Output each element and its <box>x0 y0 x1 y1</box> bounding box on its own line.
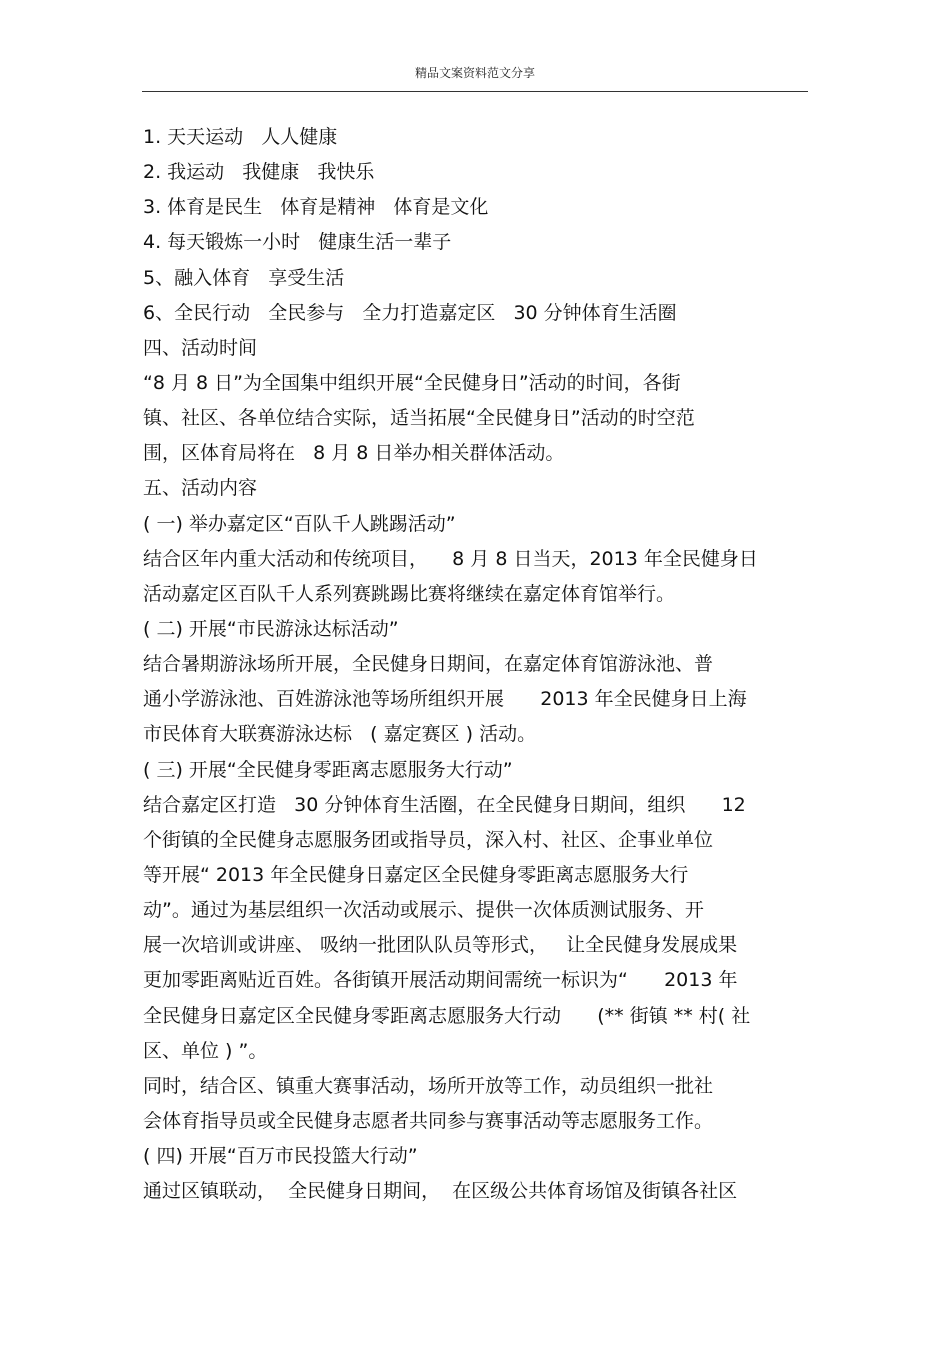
header-divider <box>142 91 808 92</box>
text-line: 同时，结合区、镇重大赛事活动，场所开放等工作，动员组织一批社 <box>143 1074 714 1097</box>
text-line: 镇、社区、各单位结合实际，适当拓展“全民健身日”活动的时空范 <box>143 407 695 430</box>
text-line: 等开展“ 2013 年全民健身日嘉定区全民健身零距离志愿服务大行 <box>143 863 689 886</box>
text-line: 会体育指导员或全民健身志愿者共同参与赛事活动等志愿服务工作。 <box>143 1109 714 1132</box>
text-line: 展一次培训或讲座、 吸纳一批团队队员等形式， 让全民健身发展成果 <box>143 934 738 957</box>
text-line: “8 月 8 日”为全国集中组织开展“全民健身日”活动的时间，各街 <box>143 371 681 394</box>
text-line: 围，区体育局将在 8 月 8 日举办相关群体活动。 <box>143 442 565 465</box>
text-line: 区、单位 ) ”。 <box>143 1039 268 1062</box>
text-line: 6、全民行动 全民参与 全力打造嘉定区 30 分钟体育生活圈 <box>143 301 677 324</box>
subsection-heading: ( 四) 开展“百万市民投篮大行动” <box>143 1145 418 1168</box>
text-line: 通过区镇联动， 全民健身日期间， 在区级公共体育场馆及街镇各社区 <box>143 1180 738 1203</box>
text-line: 通小学游泳池、百姓游泳池等场所组织开展 2013 年全民健身日上海 <box>143 688 747 711</box>
text-line: 个街镇的全民健身志愿服务团或指导员，深入村、社区、企事业单位 <box>143 828 714 851</box>
text-line: 动”。通过为基层组织一次活动或展示、提供一次体质测试服务、开 <box>143 899 704 922</box>
subsection-heading: ( 三) 开展“全民健身零距离志愿服务大行动” <box>143 758 513 781</box>
text-line: 活动嘉定区百队千人系列赛跳踢比赛将继续在嘉定体育馆举行。 <box>143 582 676 605</box>
section-heading: 五、活动内容 <box>143 477 258 500</box>
text-line: 全民健身日嘉定区全民健身零距离志愿服务大行动 (** 街镇 ** 村( 社 <box>143 1004 751 1027</box>
subsection-heading: ( 一) 举办嘉定区“百队千人跳踢活动” <box>143 512 456 535</box>
text-line: 4. 每天锻炼一小时 健康生活一辈子 <box>143 231 452 254</box>
text-line: 结合暑期游泳场所开展，全民健身日期间，在嘉定体育馆游泳池、普 <box>143 653 714 676</box>
text-line: 1. 天天运动 人人健康 <box>143 126 338 148</box>
text-line: 结合区年内重大活动和传统项目， 8 月 8 日当天，2013 年全民健身日 <box>143 547 758 570</box>
subsection-heading: ( 二) 开展“市民游泳达标活动” <box>143 617 399 640</box>
text-line: 结合嘉定区打造 30 分钟体育生活圈，在全民健身日期间，组织 12 <box>143 793 746 816</box>
text-line: 更加零距离贴近百姓。各街镇开展活动期间需统一标识为“ 2013 年 <box>143 969 738 992</box>
page-header: 精品文案资料范文分享 <box>414 66 535 80</box>
text-line: 市民体育大联赛游泳达标 ( 嘉定赛区 ) 活动。 <box>143 723 537 746</box>
document-body <box>143 120 808 1209</box>
text-line: 2. 我运动 我健康 我快乐 <box>143 161 375 184</box>
text-line: 5、融入体育 享受生活 <box>143 266 345 289</box>
section-heading: 四、活动时间 <box>143 336 258 359</box>
text-line: 3. 体育是民生 体育是精神 体育是文化 <box>143 196 489 219</box>
